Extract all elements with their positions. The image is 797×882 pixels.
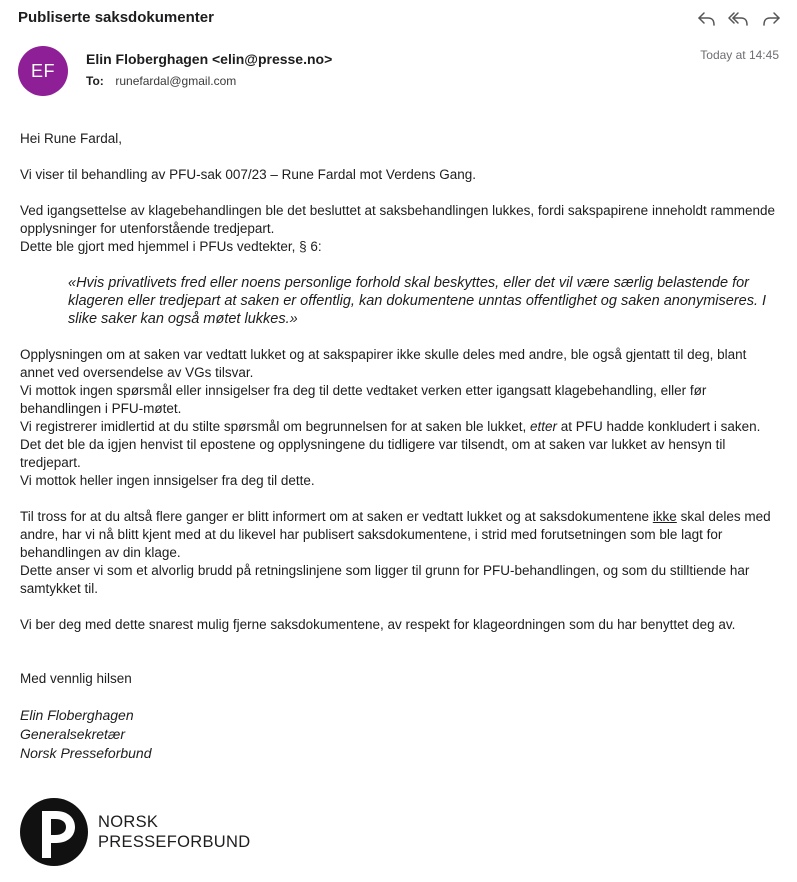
signature-name: Elin Floberghagen [20,707,134,723]
recipient-address[interactable]: runefardal@gmail.com [115,74,237,88]
paragraph-breach: Dette anser vi som et alvorlig brudd på retningslinjene som ligger til grunn for PFU-behandlingen, og som du stilltiende har samtykket til. [20,563,750,596]
logo-line-2: PRESSEFORBUND [98,833,251,851]
presseforbund-logo-icon [20,798,88,866]
organization-logo [20,798,250,866]
paragraph-publication [20,508,780,562]
sender-avatar [18,46,68,96]
question-text-start: Vi registrerer imidlertid at du stilte spørsmål om begrunnelsen for at saken ble lukket, [20,419,530,434]
forward-icon [761,11,781,27]
sender-name[interactable]: Elin Floberghagen <elin@presse.no> [86,51,333,67]
underlined-ikke: ikke [652,509,677,524]
signature [20,706,780,763]
reply-all-icon [728,11,750,27]
greeting: Hei Rune Fardal, [20,131,123,146]
paragraph-information: Opplysningen om at saken var vedtatt lukket og at sakspapirer ikke skulle deles med andre, ble også gjentatt til deg, blant annet ved oversendelse av VGs tilsvar. [20,347,747,380]
avatar-initials: EF [30,60,55,81]
emphasis-etter: etter [529,419,557,434]
signature-title: Generalsekretær [20,726,126,742]
paragraph-no-objections: Vi mottok ingen spørsmål eller innsigelser fra deg til dette vedtaket verken etter igangsatt klagebehandling, eller før behandlingen i PFU-møtet. [20,383,707,416]
paragraph-decision: Ved igangsettelse av klagebehandlingen ble det besluttet at saksbehandlingen lukkes, fordi sakspapirene inneholdt rammende opplysninger for utenforstående tredjepart. [20,203,776,236]
paragraph-legal-basis: Dette ble gjort med hjemmel i PFUs vedtekter, § 6: [20,239,322,254]
message-body [20,130,780,763]
paragraph-request: Vi ber deg med dette snarest mulig fjerne saksdokumentene, av respekt for klageordningen som du har benyttet deg av. [20,617,736,632]
message-date: Today at 14:45 [700,48,779,62]
question-text-end: at PFU hadde konkludert i saken. Det det ble da igjen henvist til epostene og opplysningene du tidligere var tilsendt, om at saken var lukket av hensyn til tredjepart. [20,419,761,470]
email-subject: Publiserte saksdokumenter [18,9,214,26]
logo-line-1: NORSK [98,813,159,831]
signature-org: Norsk Presseforbund [20,745,152,761]
forward-button[interactable] [759,8,783,30]
reply-all-button[interactable] [727,8,751,30]
paragraph-question [20,418,780,472]
paragraph-no-objections-2: Vi mottok heller ingen innsigelser fra deg til dette. [20,473,315,488]
publication-text-start: Til tross for at du altså flere ganger er blitt informert om at saken er vedtatt lukket og at saksdokumentene [20,509,653,524]
message-actions [695,8,783,30]
quoted-regulation: «Hvis privatlivets fred eller noens personlige forhold skal beskyttes, eller det vil være særlig belastende for klageren eller tredjepart at saken er offentlig, kan dokumentene unntas offentlighet og saken anonymiseres. I slike saker kan også møtet lukkes.» [68,275,767,327]
recipient-row [86,74,236,88]
to-label: To: [86,74,104,88]
closing: Med vennlig hilsen [20,671,132,686]
reply-icon [697,11,717,27]
reply-button[interactable] [695,8,719,30]
paragraph-reference: Vi viser til behandling av PFU-sak 007/23 – Rune Fardal mot Verdens Gang. [20,167,477,182]
publication-text-end: skal deles med andre, har vi nå blitt kjent med at du likevel har publisert saksdokumentene, i strid med forutsetningen som ble lagt for behandlingen av din klage. [20,509,771,560]
logo-wordmark [98,812,250,852]
